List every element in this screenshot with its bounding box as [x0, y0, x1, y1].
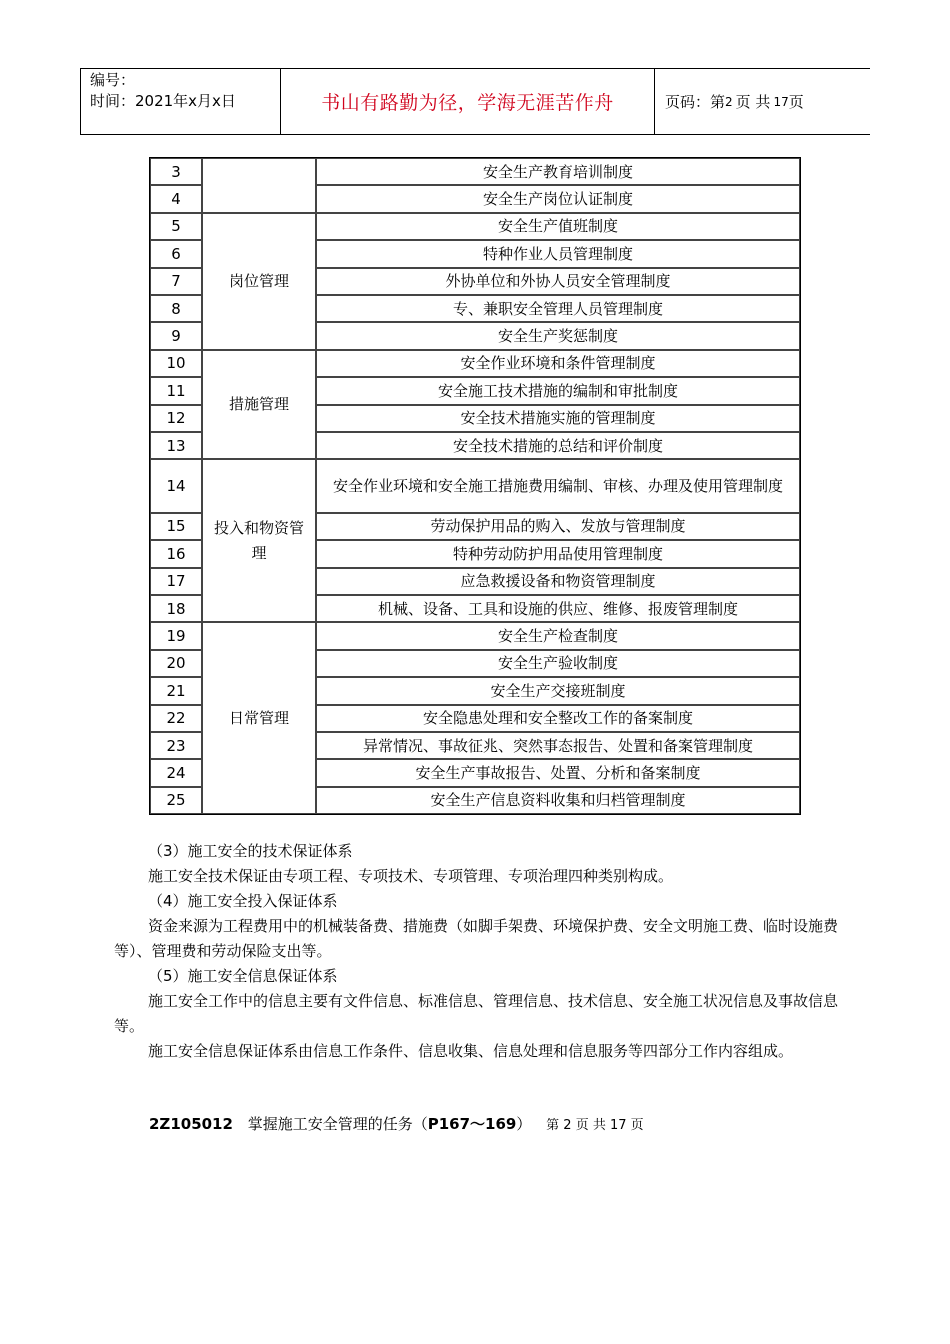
row-number: 7 [150, 268, 202, 295]
row-number: 24 [150, 759, 202, 786]
category-cell: 岗位管理 [202, 213, 316, 350]
regulation-item: 安全作业环境和安全施工措施费用编制、审核、办理及使用管理制度 [316, 459, 800, 512]
regulation-item: 安全技术措施实施的管理制度 [316, 405, 800, 432]
row-number: 5 [150, 213, 202, 240]
regulation-item: 安全生产岗位认证制度 [316, 185, 800, 212]
row-number: 11 [150, 377, 202, 404]
page-total: 17 [773, 94, 789, 109]
regulation-item: 安全生产交接班制度 [316, 677, 800, 704]
section-title-a: 掌握施工安全管理的任务（ [247, 1115, 428, 1133]
regulation-item: 安全生产值班制度 [316, 213, 800, 240]
row-number: 3 [150, 158, 202, 185]
section-3-heading: （3）施工安全的技术保证体系 [148, 842, 353, 860]
regulation-item: 安全生产信息资料收集和归档管理制度 [316, 787, 800, 814]
category-cell: 日常管理 [202, 622, 316, 814]
row-number: 13 [150, 432, 202, 459]
row-number: 19 [150, 622, 202, 649]
row-number: 15 [150, 513, 202, 540]
row-number: 9 [150, 322, 202, 349]
section-title-b: ） [516, 1115, 532, 1133]
page-header [80, 68, 870, 135]
row-number: 12 [150, 405, 202, 432]
regulation-item: 安全生产教育培训制度 [316, 158, 800, 185]
header-meta [81, 69, 281, 134]
row-number: 6 [150, 240, 202, 267]
section-5-text-2: 施工安全信息保证体系由信息工作条件、信息收集、信息处理和信息服务等四部分工作内容组成。 [148, 1042, 794, 1060]
row-number: 10 [150, 350, 202, 377]
section-3-text: 施工安全技术保证由专项工程、专项技术、专项管理、专项治理四种类别构成。 [148, 867, 674, 885]
page-prefix: 页码：第 [665, 93, 726, 111]
row-number: 17 [150, 568, 202, 595]
section-4-text: 资金来源为工程费用中的机械装备费、措施费（如脚手架费、环境保护费、安全文明施工费、临时设施费等）、管理费和劳动保险支出等。 [114, 917, 839, 960]
row-number: 23 [150, 732, 202, 759]
regulation-item: 安全技术措施的总结和评价制度 [316, 432, 800, 459]
page-suffix: 页 [788, 93, 804, 111]
section-pages: P167～169 [427, 1115, 517, 1133]
regulation-item: 安全隐患处理和安全整改工作的备案制度 [316, 705, 800, 732]
row-number: 25 [150, 787, 202, 814]
section-footer [149, 1113, 644, 1134]
page-number: 2 [725, 94, 733, 109]
regulation-item: 异常情况、事故征兆、突然事态报告、处置和备案管理制度 [316, 732, 800, 759]
time-label: 时间：2021年x月x日 [90, 92, 236, 110]
row-number: 14 [150, 459, 202, 512]
footer-page-note: 第 2 页 共 17 页 [546, 1118, 644, 1133]
regulation-item: 安全生产事故报告、处置、分析和备案制度 [316, 759, 800, 786]
row-number: 4 [150, 185, 202, 212]
section-code: 2Z105012 [149, 1115, 233, 1133]
regulation-item: 专、兼职安全管理人员管理制度 [316, 295, 800, 322]
category-cell: 措施管理 [202, 350, 316, 460]
regulation-item: 机械、设备、工具和设施的供应、维修、报废管理制度 [316, 595, 800, 622]
serial-label: 编号： [90, 71, 136, 89]
row-number: 22 [150, 705, 202, 732]
section-5-heading: （5）施工安全信息保证体系 [148, 967, 338, 985]
row-number: 18 [150, 595, 202, 622]
category-cell: 投入和物资管理 [202, 459, 316, 622]
regulation-item: 安全生产奖惩制度 [316, 322, 800, 349]
row-number: 20 [150, 650, 202, 677]
row-number: 21 [150, 677, 202, 704]
regulation-table [149, 157, 801, 815]
header-page-info [655, 69, 870, 134]
regulation-item: 应急救援设备和物资管理制度 [316, 568, 800, 595]
regulation-item: 安全施工技术措施的编制和审批制度 [316, 377, 800, 404]
regulation-item: 安全生产检查制度 [316, 622, 800, 649]
category-cell [202, 158, 316, 213]
regulation-item: 特种作业人员管理制度 [316, 240, 800, 267]
row-number: 16 [150, 540, 202, 567]
regulation-item: 特种劳动防护用品使用管理制度 [316, 540, 800, 567]
regulation-item: 安全作业环境和条件管理制度 [316, 350, 800, 377]
page-mid: 页 共 [735, 93, 771, 111]
row-number: 8 [150, 295, 202, 322]
header-motto: 书山有路勤为径，学海无涯苦作舟 [281, 69, 655, 134]
section-4-heading: （4）施工安全投入保证体系 [148, 892, 338, 910]
section-5-text-1: 施工安全工作中的信息主要有文件信息、标准信息、管理信息、技术信息、安全施工状况信息及事故信息等。 [114, 992, 839, 1035]
regulation-item: 外协单位和外协人员安全管理制度 [316, 268, 800, 295]
regulation-item: 安全生产验收制度 [316, 650, 800, 677]
regulation-item: 劳动保护用品的购入、发放与管理制度 [316, 513, 800, 540]
